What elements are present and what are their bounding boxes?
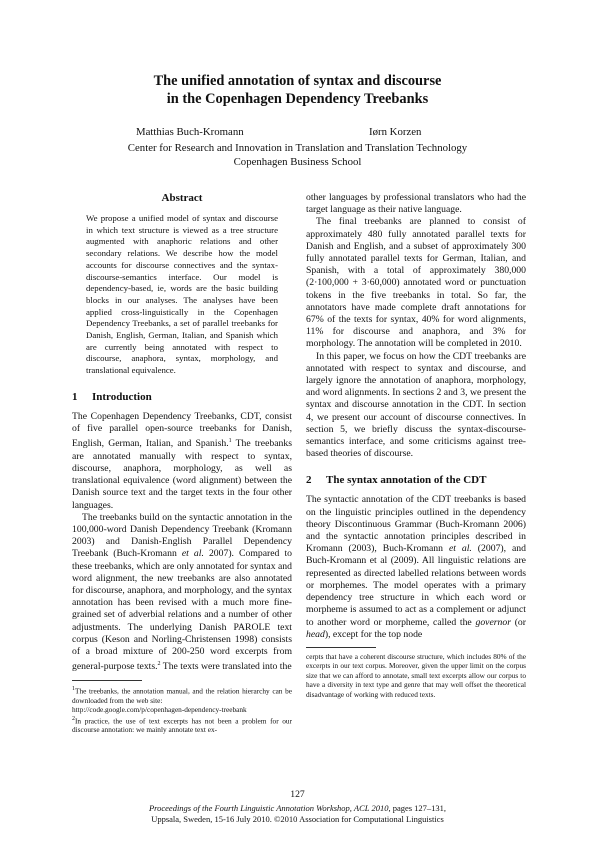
intro-paragraph-1	[72, 411, 292, 512]
section-1-title: Introduction	[92, 390, 152, 403]
footer-line-2: Uppsala, Sweden, 15-16 July 2010. ©2010 Association for Computational Linguistics	[151, 813, 444, 824]
intro-paragraph-2	[72, 512, 292, 674]
intro-paragraph-3: The final treebanks are planned to consist of approximately 480 fully annotated parallel texts for Danish and English, and a subset of approximately 300 fully annotated parallel texts for German, Italian, and Spanish, with a total of approximately 380,000 (2·100,000 + 3·60,000) annotated word or punctuation tokens in the five treebanks in total. So far, the annotators have made complete draft annotations for 67% of the texts for syntax, 40% for word alignments, 11% for discourse and anaphora, and 3% for morphology. The annotation will be completed in 2010.	[306, 216, 526, 350]
syntax-p1-a: The syntactic annotation of the CDT treebanks is based on the linguistic principles outlined in the dependency theory Discontinuous Grammar (Buch-Kromann 2006) and the syntactic annotation principles described in Kromann (2003), Buch-Kromann	[306, 494, 526, 555]
footnote-2-text: In practice, the use of text excerpts has not been a problem for our discourse annotation: we mainly annotate text ex-	[72, 715, 292, 735]
footnote-2	[72, 715, 292, 735]
section-2-title: The syntax annotation of the CDT	[326, 474, 487, 487]
abstract-text: We propose a unified model of syntax and discourse in which text structure is viewed as a tree structure augmented with anaphoric relations and other secondary relations. We describe how the model accounts for discourse connectives and the syntax-discourse-semantics interface. Our model is dependency-based, ie, words are the basic building blocks in our analyses. The analyses have been applied cross-linguistically in the Copenhagen Dependency Treebanks, a set of parallel treebanks for Danish, English, German, Italian, and Spanish which are currently being annotated with respect to discourse, anaphora, syntax, morphology, and translational equivalence.	[86, 213, 278, 376]
footnote-1-url: http://code.google.com/p/copenhagen-dependency-treebank	[72, 705, 247, 714]
title-line-1: The unified annotation of syntax and discourse	[153, 73, 442, 89]
author-2: Iørn Korzen	[369, 126, 422, 138]
footnote-1-text: The treebanks, the annotation manual, and the relation hierarchy can be downloaded from the web site:	[72, 686, 292, 705]
intro-p2-etal: et al.	[181, 548, 204, 560]
footnote-1-mark: 1	[72, 685, 75, 692]
title-line-2: in the Copenhagen Dependency Treebanks	[166, 91, 429, 107]
syntax-p1-c: (or	[510, 616, 527, 628]
syntax-p1-b: (2007), and Buch-Kromann et al (2009). All linguistic relations are represented as directed labelled relations between words or morphemes. The model operates with a primary dependency tree structure in which each word or morpheme is assumed to act as a complement or adjunct to another word or morpheme, called the	[306, 543, 526, 628]
intro-p1-text: The Copenhagen Dependency Treebanks, CDT, consist of five parallel open-source treebanks for Danish, English, German, Italian, and Spanish.	[72, 410, 292, 450]
affiliation	[60, 141, 535, 169]
syntax-p1-d: ), except for the top node	[324, 628, 423, 640]
page-number: 127	[290, 789, 305, 800]
footnote-rule	[72, 680, 142, 681]
section-2-number: 2	[306, 474, 312, 487]
left-column	[72, 192, 292, 735]
intro-p2-c: The texts were translated into the	[160, 661, 292, 673]
intro-p1-rest: The treebanks are annotated manually with respect to syntax, discourse, anaphora, morphology, as well as translational equivalence (word alignment) between the Danish source text and the target texts in the four other languages.	[72, 438, 292, 511]
intro-p2-b: 2007). Compared to these treebanks, which are only annotated for syntax and word alignment, the new treebanks are also annotated for discourse, anaphora, and morphology, and the syntax annotation has been revised with a much more fine-grained set of adverbial relations and a number of other adjustments. The underlying Danish PAROLE text corpus (Keson and Norling-Christensen 1998) consists of a broad mixture of 200-250 word excerpts from general-purpose texts.	[72, 548, 292, 673]
footnote-rule-right	[306, 647, 376, 648]
author-1: Matthias Buch-Kromann	[136, 126, 244, 138]
syntax-p1-governor: governor	[475, 616, 511, 628]
paper-title	[60, 72, 535, 108]
footer-pages: , pages 127–131,	[388, 803, 447, 813]
footnote-1	[72, 685, 292, 715]
right-column	[306, 192, 526, 699]
abstract-heading: Abstract	[161, 192, 203, 204]
affiliation-line-2: Copenhagen Business School	[233, 156, 362, 168]
footnote-2-mark: 2	[72, 715, 75, 722]
section-2-heading	[306, 474, 526, 486]
section-1-number: 1	[72, 390, 78, 403]
syntax-p1-etal: et al.	[448, 543, 472, 555]
section-1-heading	[72, 391, 292, 403]
syntax-paragraph-1	[306, 494, 526, 640]
footer-venue: Proceedings of the Fourth Linguistic Annotation Workshop, ACL 2010	[148, 803, 389, 813]
footer-line-1	[60, 803, 535, 814]
proceedings-footer	[60, 803, 535, 824]
affiliation-line-1: Center for Research and Innovation in Translation and Translation Technology	[127, 142, 468, 154]
footnote-ref-1: 1	[228, 438, 232, 445]
syntax-p1-head: head	[306, 628, 325, 640]
footnote-ref-2: 2	[157, 661, 161, 668]
footnote-2-continued: cerpts that have a coherent discourse structure, which includes 80% of the excerpts in our text corpus. Moreover, given the upper limit on the corpus size that we can afford to annotate, small text excerpts allow our corpus to have a diversity in text type and genre that may well offset the theoretical disadvantage of working with reduced texts.	[306, 651, 526, 699]
intro-p2-a: The treebanks build on the syntactic annotation in the 100,000-word Danish Dependency Treebank (Kromann 2003) and Danish-English Parallel Dependency Treebank (Buch-Kromann	[72, 511, 292, 560]
intro-paragraph-4: In this paper, we focus on how the CDT treebanks are annotated with respect to syntax and discourse, and largely ignore the annotation of anaphora, morphology, and word alignments. In sections 2 and 3, we present the syntax and discourse annotation in the CDT. In section 4, we present our account of discourse connectives. In section 5, we briefly discuss the syntax-discourse-semantics interface, and some criticisms against tree-based theories of discourse.	[306, 350, 526, 460]
intro-paragraph-2-cont: other languages by professional translators who had the target language as their native language.	[306, 192, 526, 216]
